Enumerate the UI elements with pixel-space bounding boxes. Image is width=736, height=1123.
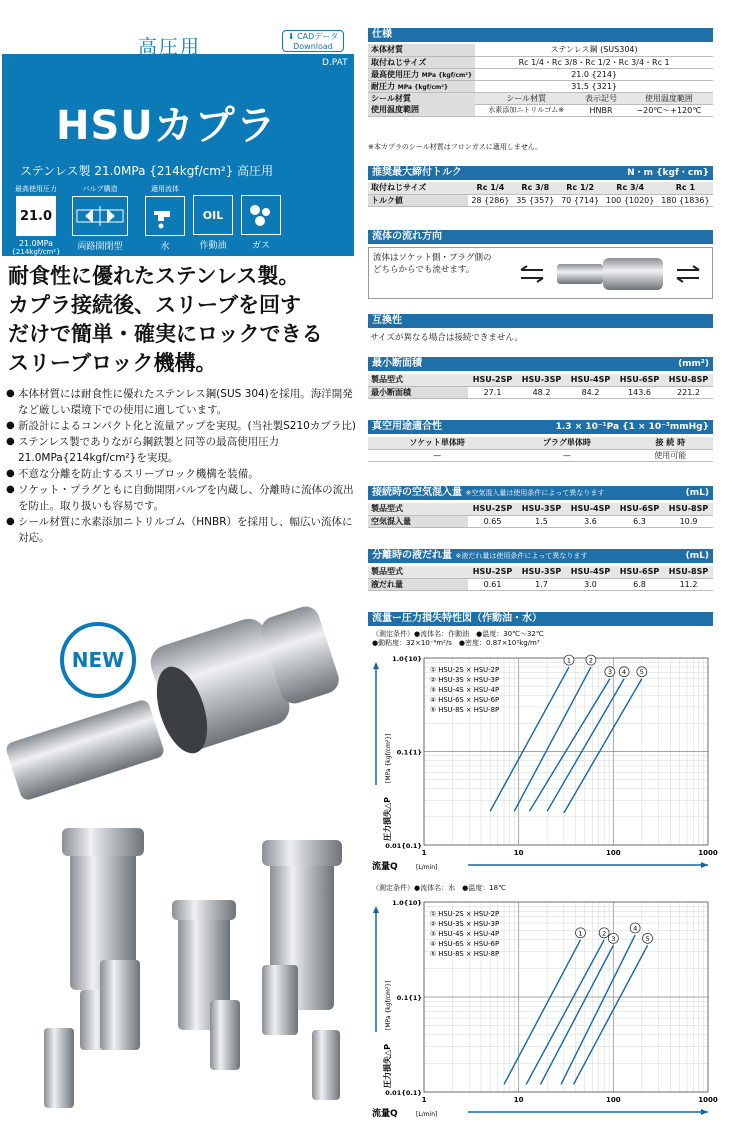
right-column xyxy=(368,0,736,1123)
air-value: 3.6 xyxy=(566,515,615,527)
spec-table xyxy=(368,44,713,117)
spill-value: 3.0 xyxy=(566,578,615,590)
product-title: HSUカプラ xyxy=(56,103,277,149)
pressure-cap2: {214kgf/cm²} xyxy=(11,248,61,256)
pressure-label: 最高使用圧力 xyxy=(15,185,57,193)
faucet-icon xyxy=(145,196,185,236)
series-line xyxy=(547,679,624,811)
spill-value: 6.8 xyxy=(615,578,664,590)
seal-label-2: 使用温度範囲 xyxy=(371,105,419,114)
air-value: 6.3 xyxy=(615,515,664,527)
torque-unit: N・m {kgf・cm} xyxy=(627,168,709,178)
series-marker: 5 xyxy=(645,934,650,943)
table-row xyxy=(368,80,713,92)
chart-cond-1: （測定条件）●流体名：作動油 ●温度：30℃〜32℃ xyxy=(372,630,544,638)
model-name: HSU-3SP xyxy=(517,374,566,386)
table-row xyxy=(368,449,713,461)
model-label: 製品型式 xyxy=(368,374,468,386)
series-line xyxy=(504,940,581,1085)
area-value: 84.2 xyxy=(566,386,615,398)
flow-dir-text xyxy=(373,252,492,276)
gas-label: ガス xyxy=(251,241,270,251)
table-row xyxy=(368,503,713,515)
x-tick-label: 1000 xyxy=(698,849,718,857)
table-row xyxy=(368,566,713,578)
spec-unit: MPa {kgf/cm²} xyxy=(421,71,473,79)
series-marker: 3 xyxy=(607,668,612,677)
model-label: 製品型式 xyxy=(368,503,468,515)
spec-note: ※本カプラのシール材質はフロンガスに適用しません。 xyxy=(368,143,543,151)
x-axis-unit: [L/min] xyxy=(416,1111,438,1118)
torque-value: 180 {1836} xyxy=(658,194,713,206)
interchange-header xyxy=(368,314,713,328)
model-name: HSU-2SP xyxy=(468,374,517,386)
y-axis-unit: [MPa {kgf/cm²}] xyxy=(385,980,392,1030)
model-name: HSU-8SP xyxy=(664,503,713,515)
x-axis-label: 流量Q xyxy=(372,862,398,872)
model-name: HSU-2SP xyxy=(468,566,517,578)
seal-label xyxy=(368,92,475,116)
water-label: 水 xyxy=(160,242,170,252)
bullet-item: ● 不意な分離を防止するスリーブロック機構を装備。 xyxy=(6,466,356,482)
torque-size: Rc 1 xyxy=(658,182,713,194)
flow-dir-box xyxy=(368,247,713,299)
valve-label: バルブ構造 xyxy=(82,185,118,193)
spill-header xyxy=(368,549,713,563)
bullet-item: ● 新設計によるコンパクト化と流量アップを実現。(当社製S210カプラ比) xyxy=(6,418,356,434)
spec-value: Rc 1/4・Rc 3/8・Rc 1/2・Rc 3/4・Rc 1 xyxy=(475,56,713,68)
y-arrow-head xyxy=(373,906,379,913)
headline-line: カプラ接続後、スリーブを回す xyxy=(8,293,301,317)
area-value: 48.2 xyxy=(517,386,566,398)
spill-table xyxy=(368,566,713,591)
table-row xyxy=(368,578,713,590)
table-row xyxy=(368,44,713,56)
y-axis-label: 圧力損失△P xyxy=(383,1043,392,1088)
model-name: HSU-6SP xyxy=(615,566,664,578)
coupler-group xyxy=(44,828,342,1108)
area-row-label: 最小断面積 xyxy=(368,386,468,398)
fluid-gas xyxy=(238,195,284,251)
gas-icon xyxy=(241,195,281,235)
flow-chart-header xyxy=(368,612,713,626)
seal-value: −20℃〜+120℃ xyxy=(625,104,713,116)
oil-box-text: OIL xyxy=(202,208,224,222)
spill-note: ※液だれ量は使用条件によって異なります xyxy=(455,552,588,560)
table-row xyxy=(368,92,713,104)
series-marker: 4 xyxy=(622,668,627,677)
flow-chart-oil-svg xyxy=(368,650,718,875)
oil-label: 作動油 xyxy=(199,241,227,251)
x-tick-label: 1 xyxy=(421,849,427,857)
torque-value: 100 {1020} xyxy=(603,194,658,206)
series-marker: 2 xyxy=(602,929,607,938)
pressure-feature xyxy=(10,184,62,256)
headline-line: 耐食性に優れたステンレス製。 xyxy=(8,264,300,288)
spec-value: 31.5 {321} xyxy=(475,80,713,92)
chart-oil xyxy=(368,628,718,873)
series-marker: 3 xyxy=(611,934,616,943)
flow-chart-water-svg xyxy=(368,894,718,1122)
seal-value: HNBR xyxy=(577,104,624,116)
air-value: 1.5 xyxy=(517,515,566,527)
spec-label xyxy=(368,68,475,80)
legend-entry: ② HSU-3S × HSU-3P xyxy=(430,676,500,684)
x-tick-label: 100 xyxy=(606,1096,621,1104)
new-badge: NEW xyxy=(71,648,125,672)
y-tick-label: 0.01{0.1} xyxy=(385,1089,422,1097)
chart-cond xyxy=(372,884,506,893)
headline xyxy=(8,262,358,378)
product-photo xyxy=(0,600,360,1123)
table-row xyxy=(368,437,713,449)
model-name: HSU-8SP xyxy=(664,566,713,578)
x-arrow-head xyxy=(701,862,708,868)
air-header xyxy=(368,486,713,500)
area-unit: (mm²) xyxy=(678,359,709,369)
torque-title: 推奨最大締付トルク xyxy=(372,167,462,178)
model-name: HSU-6SP xyxy=(615,503,664,515)
model-name: HSU-8SP xyxy=(664,374,713,386)
chart-cond-1: （測定条件）●流体名：水 ●温度：18℃ xyxy=(372,884,506,892)
legend-entry: ② HSU-3S × HSU-3P xyxy=(430,920,500,928)
chart-cond xyxy=(372,630,544,648)
series-marker: 1 xyxy=(578,929,583,938)
fluid-label: 適用流体 xyxy=(151,185,179,193)
series-line xyxy=(490,667,569,811)
model-name: HSU-6SP xyxy=(615,374,664,386)
x-tick-label: 1000 xyxy=(698,1096,718,1104)
headline-line: だけで簡単・確実にロックできる xyxy=(8,322,323,346)
dpat-label: D.PAT xyxy=(322,58,348,68)
cad-badge-line1: CADデータ xyxy=(297,32,339,41)
vacuum-col: プラグ単体時 xyxy=(506,437,627,449)
air-value: 10.9 xyxy=(664,515,713,527)
area-value: 27.1 xyxy=(468,386,517,398)
spill-value: 11.2 xyxy=(664,578,713,590)
torque-size: Rc 1/4 xyxy=(468,182,513,194)
area-value: 143.6 xyxy=(615,386,664,398)
interchange-text: サイズが異なる場合は接続できません。 xyxy=(370,333,523,343)
torque-header xyxy=(368,166,713,180)
vacuum-cell: 使用可能 xyxy=(628,449,713,461)
spec-label-text: 最高使用圧力 xyxy=(371,69,419,79)
legend-entry: ③ HSU-4S × HSU-4P xyxy=(430,930,500,938)
air-title: 接続時の空気混入量 xyxy=(372,487,462,498)
top-coupler-pair xyxy=(4,603,342,802)
usage-label: 高圧用 xyxy=(138,36,202,58)
area-header xyxy=(368,357,713,371)
legend-entry: ④ HSU-6S × HSU-6P xyxy=(430,696,500,704)
torque-value: 70 {714} xyxy=(558,194,603,206)
spill-title: 分離時の液だれ量 xyxy=(372,550,452,561)
air-note: ※空気混入量は使用条件によって異なります xyxy=(465,489,605,497)
model-name: HSU-4SP xyxy=(566,374,615,386)
y-tick-label: 1.0{10} xyxy=(392,899,422,907)
table-row xyxy=(368,386,713,398)
x-axis-label: 流量Q xyxy=(372,1109,398,1119)
torque-size: Rc 1/2 xyxy=(558,182,603,194)
table-row xyxy=(368,182,713,194)
spill-row-label: 液だれ量 xyxy=(368,578,468,590)
legend-entry: ⑤ HSU-8S × HSU-8P xyxy=(430,950,500,958)
x-tick-label: 100 xyxy=(606,849,621,857)
vacuum-value: 1.3 × 10⁻¹Pa {1 × 10⁻³mmHg} xyxy=(555,422,709,432)
table-row xyxy=(368,68,713,80)
bullet-item: ● 本体材質には耐食性に優れたステンレス鋼(SUS 304)を採用。海洋開発など厳しい環境下での使用に適しています。 xyxy=(6,386,356,418)
spec-value: 21.0 {214} xyxy=(475,68,713,80)
spec-title: 仕様 xyxy=(372,29,392,40)
air-row-label: 空気混入量 xyxy=(368,515,468,527)
y-arrow-head xyxy=(373,662,379,669)
bullet-item: ● ステンレス製でありながら鋼鉄製と同等の最高使用圧力21.0MPa{214kgf/cm²}を実現。 xyxy=(6,434,356,466)
series-marker: 4 xyxy=(633,924,638,933)
table-row xyxy=(368,194,713,206)
pressure-value: 21.0 xyxy=(19,208,53,224)
spec-label: 取付ねじサイズ xyxy=(368,56,475,68)
vacuum-cell: — xyxy=(506,449,627,461)
pressure-gauge-icon xyxy=(16,196,56,236)
series-line xyxy=(561,935,635,1085)
vacuum-title: 真空用途適合性 xyxy=(372,421,442,432)
y-axis-unit: [MPa {kgf/cm²}] xyxy=(385,733,392,783)
legend-entry: ③ HSU-4S × HSU-4P xyxy=(430,686,500,694)
y-axis-label: 圧力損失△P xyxy=(383,796,392,841)
area-title: 最小断面積 xyxy=(372,358,422,369)
series-marker: 1 xyxy=(566,656,572,665)
spec-header xyxy=(368,28,713,42)
spec-label xyxy=(368,80,475,92)
valve-feature xyxy=(70,184,130,252)
left-column xyxy=(0,0,360,1123)
torque-value: 35 {357} xyxy=(513,194,558,206)
headline-line: スリーブロック機構。 xyxy=(8,351,217,375)
table-row xyxy=(368,515,713,527)
x-tick-label: 10 xyxy=(513,1096,524,1104)
feature-icons xyxy=(10,184,350,254)
hero-panel xyxy=(2,24,354,256)
spill-value: 0.61 xyxy=(468,578,517,590)
vacuum-col: 接 続 時 xyxy=(628,437,713,449)
legend-entry: ① HSU-2S × HSU-2P xyxy=(430,666,500,674)
y-tick-label: 0.1{1} xyxy=(396,748,422,757)
torque-size: Rc 3/8 xyxy=(513,182,558,194)
air-value: 0.65 xyxy=(468,515,517,527)
bidirectional-flow-icon xyxy=(517,254,707,294)
area-value: 221.2 xyxy=(664,386,713,398)
flow-dir-header xyxy=(368,230,713,244)
feature-bullets xyxy=(6,386,356,546)
bullet-item: ● シール材質に水素添加ニトリルゴム（HNBR）を採用し、幅広い流体に対応。 xyxy=(6,514,356,546)
series-line xyxy=(529,679,609,811)
x-tick-label: 1 xyxy=(421,1096,427,1104)
air-unit: (mL) xyxy=(685,488,709,498)
x-axis-unit: [L/min] xyxy=(416,864,438,871)
seal-value: 水素添加ニトリルゴム※ xyxy=(475,104,577,116)
fluid-oil xyxy=(190,195,236,251)
legend-entry: ① HSU-2S × HSU-2P xyxy=(430,910,500,918)
product-subtitle: ステンレス製 21.0MPa {214kgf/cm²} 高圧用 xyxy=(20,164,274,178)
valve-cap: 両路開閉型 xyxy=(77,242,123,252)
torque-value-label: トルク値 xyxy=(368,194,468,206)
torque-value: 28 {286} xyxy=(468,194,513,206)
oil-can-icon xyxy=(193,195,233,235)
cad-badge-line2: Download xyxy=(293,42,333,51)
y-tick-label: 1.0{10} xyxy=(392,655,422,663)
series-line xyxy=(514,667,591,811)
seal-header: シール材質 xyxy=(475,92,577,104)
interchange-title: 互換性 xyxy=(372,315,402,326)
pressure-cap1: 21.0MPa xyxy=(18,239,54,248)
spec-label-text: 耐圧力 xyxy=(371,81,395,91)
legend-entry: ④ HSU-6S × HSU-6P xyxy=(430,940,500,948)
model-name: HSU-3SP xyxy=(517,566,566,578)
series-marker: 5 xyxy=(639,668,644,677)
spill-unit: (mL) xyxy=(685,551,709,561)
y-tick-label: 0.01{0.1} xyxy=(385,842,422,850)
cad-download-button[interactable] xyxy=(282,30,344,52)
model-label: 製品型式 xyxy=(368,566,468,578)
x-tick-label: 10 xyxy=(513,849,524,857)
series-marker: 2 xyxy=(588,656,594,665)
bullet-item: ● ソケット・プラグともに自動開閉バルブを内蔵し、分離時に流体の流出を防止。取り扱いも容易です。 xyxy=(6,482,356,514)
fluid-water xyxy=(142,184,188,252)
spec-value: ステンレス鋼 (SUS304) xyxy=(475,44,713,56)
air-table xyxy=(368,503,713,528)
y-tick-label: 0.1{1} xyxy=(396,994,422,1002)
table-row xyxy=(368,56,713,68)
area-table xyxy=(368,374,713,399)
vacuum-table xyxy=(368,437,713,462)
flow-chart-title: 流量ー圧力損失特性図（作動油・水） xyxy=(372,613,542,624)
flow-dir-text-1: 流体はソケット側・プラグ側の xyxy=(373,253,492,263)
spill-value: 1.7 xyxy=(517,578,566,590)
seal-label-1: シール材質 xyxy=(371,94,411,103)
chart-cond-2: ●動粘度：32×10⁻⁶m²/s ●密度：0.87×10³kg/m³ xyxy=(372,639,540,647)
download-icon: ⬇ xyxy=(287,32,295,41)
torque-table xyxy=(368,182,713,207)
spec-label: 本体材質 xyxy=(368,44,475,56)
flow-dir-text-2: どちらからでも流せます。 xyxy=(373,265,475,275)
torque-size: Rc 3/4 xyxy=(603,182,658,194)
flow-dir-title: 流体の流れ方向 xyxy=(372,231,442,242)
torque-header-label: 取付ねじサイズ xyxy=(368,182,468,194)
vacuum-cell: — xyxy=(368,449,506,461)
table-row xyxy=(368,374,713,386)
x-arrow-head xyxy=(701,1109,708,1115)
seal-header: 使用温度範囲 xyxy=(625,92,713,104)
model-name: HSU-4SP xyxy=(566,503,615,515)
vacuum-col: ソケット単体時 xyxy=(368,437,506,449)
chart-water xyxy=(368,882,718,1122)
model-name: HSU-2SP xyxy=(468,503,517,515)
model-name: HSU-4SP xyxy=(566,566,615,578)
model-name: HSU-3SP xyxy=(517,503,566,515)
double-valve-icon xyxy=(72,196,128,236)
spec-unit: MPa {kgf/cm²} xyxy=(397,83,449,91)
seal-header: 表示記号 xyxy=(577,92,624,104)
legend-entry: ⑤ HSU-8S × HSU-8P xyxy=(430,706,500,714)
vacuum-header xyxy=(368,420,713,434)
